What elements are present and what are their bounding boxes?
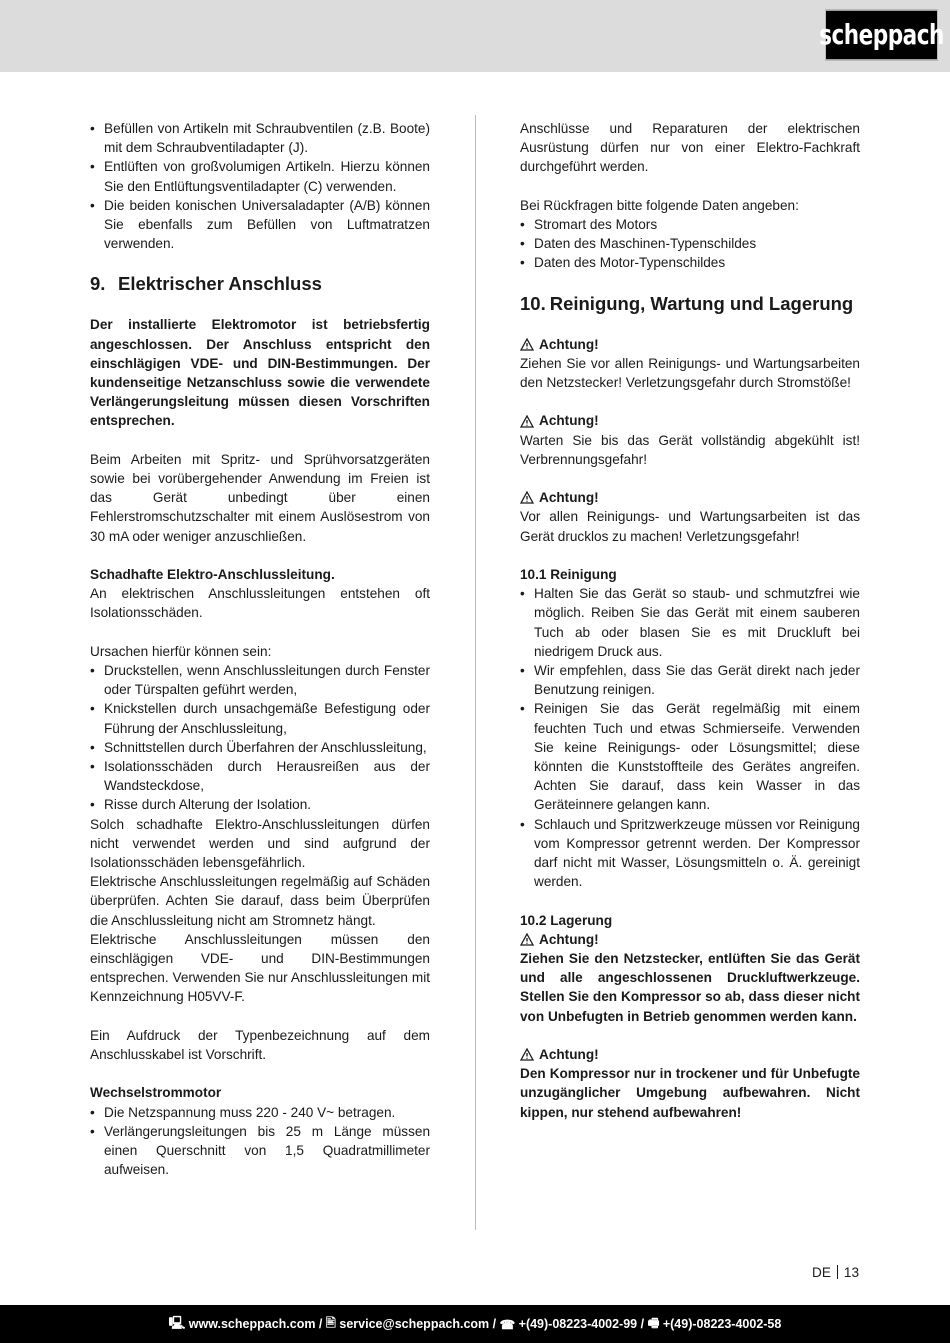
list-item: • Schnittstellen durch Überfahren der Anschlussleitung, — [90, 738, 430, 757]
mail-icon: 🖹 — [325, 1315, 340, 1330]
list-item: • Isolationsschäden durch Herausreißen aus der Wandsteckdose, — [90, 757, 430, 795]
scheppach-logo: scheppach — [825, 10, 938, 61]
warning-triangle-icon — [520, 1048, 534, 1061]
page-number-value: 13 — [843, 1265, 860, 1280]
warning-triangle-icon — [520, 415, 534, 428]
footer-bar — [0, 1305, 950, 1343]
section-number: 9. — [90, 273, 106, 295]
language-code: DE — [812, 1265, 831, 1280]
list-item: • Reinigen Sie das Gerät regelmäßig mit einem feuchten Tuch und etwas Schmierseife. Verwenden Sie keine Reinigungs- oder Lösungsmittel; diese könnten die Kunststoffteile des Gerätes angreifen. Achten Sie darauf, dass kein Wasser in das Geräteinnere gelangen kann. — [520, 699, 860, 814]
fax-number: +(49)-08223-4002-58 — [662, 1317, 782, 1331]
section-title: Elektrischer Anschluss — [118, 273, 322, 295]
list-item: • Daten des Motor-Typenschildes — [520, 253, 860, 272]
section-number: 10. — [520, 292, 546, 314]
warning-text: Ziehen Sie vor allen Reinigungs- und Wartungsarbeiten den Netzstecker! Verletzungsgefahr durch Stromstöße! — [520, 355, 860, 391]
warning-label: Achtung! — [520, 1045, 860, 1064]
paragraph: Anschlüsse und Reparaturen der elektrischen Ausrüstung dürfen nur von einer Elektro-Fachkraft durchgeführt werden. — [520, 121, 860, 175]
section-10-heading — [520, 292, 860, 316]
intro-bullet-list — [90, 119, 430, 253]
list-item: • Daten des Maschinen-Typenschildes — [520, 234, 860, 253]
warning-label: Achtung! — [520, 335, 860, 354]
warning-text: Vor allen Reinigungs- und Wartungsarbeiten ist das Gerät drucklos zu machen! Verletzungsgefahr! — [520, 509, 860, 544]
list-item: • Entlüften von großvolumigen Artikeln. Hierzu können Sie den Entlüftungsventiladapter (C) verwenden. — [90, 157, 430, 195]
website-link[interactable]: www.scheppach.com — [188, 1317, 316, 1331]
warning-text: Ziehen Sie den Netzstecker, entlüften Sie das Gerät und alle angeschlossenen Druckluftwerkzeuge. Stellen Sie den Kompressor so ab, dass dieser nicht von Unbefugten in Betrieb genommen werden kann. — [520, 951, 860, 1024]
list-item: • Befüllen von Artikeln mit Schraubventilen (z.B. Boote) mit dem Schraubventiladapter (J). — [90, 119, 430, 157]
page-number — [812, 1265, 859, 1280]
phone-icon: ☎ — [499, 1317, 519, 1332]
subheading: Schadhafte Elektro-Anschlussleitung. — [90, 567, 335, 583]
list-item: • Schlauch und Spritzwerkzeuge müssen vor Reinigung vom Kompressor getrennt werden. Der Kompressor darf nicht mit Wasser, Lösungsmitteln o. Ä. gereinigt werden. — [520, 815, 860, 892]
bold-paragraph: Der installierte Elektromotor ist betriebsfertig angeschlossen. Der Anschluss entspricht den einschlägigen VDE- und DIN-Bestimmungen. Der kundenseitige Netzanschluss sowie die verwendete Verlängerungsleitung müssen diesen Vorschriften entsprechen. — [90, 317, 430, 429]
warning-label: Achtung! — [520, 411, 860, 430]
fax-icon: 🖷 — [647, 1315, 663, 1330]
section-title: Reinigung, Wartung und Lagerung — [549, 292, 854, 314]
right-column — [520, 119, 860, 1122]
warning-triangle-icon — [520, 933, 534, 946]
paragraph: Beim Arbeiten mit Spritz- und Sprühvorsatzgeräten sowie bei vorübergehender Anwendung im Freien ist das Gerät unbedingt über einen Fehlerstromschutzschalter mit einem Auslösestrom von 30 mA oder weniger anzuschließen. — [90, 451, 430, 544]
subheading-cleaning: 10.1 Reinigung — [520, 567, 617, 582]
separator: / — [489, 1317, 500, 1331]
warning-triangle-icon — [520, 338, 534, 351]
left-column — [90, 119, 430, 1179]
separator: / — [637, 1317, 648, 1331]
paragraph: Ursachen hierfür können sein: — [90, 643, 272, 659]
list-item: • Wir empfehlen, dass Sie das Gerät direkt nach jeder Benutzung reinigen. — [520, 661, 860, 699]
causes-list — [90, 661, 430, 815]
list-item: • Die Netzspannung muss 220 - 240 V~ betragen. — [90, 1103, 430, 1122]
list-item: • Die beiden konischen Universaladapter (A/B) können Sie ebenfalls zum Befüllen von Luftmatratzen verwenden. — [90, 196, 430, 254]
list-item: • Druckstellen, wenn Anschlussleitungen durch Fenster oder Türspalten geführt werden, — [90, 661, 430, 699]
cleaning-list — [520, 584, 860, 891]
paragraph: Solch schadhafte Elektro-Anschlussleitungen dürfen nicht verwendet werden und sind aufgrund der Isolationsschäden lebensgefährlich. — [90, 816, 430, 871]
list-item: • Knickstellen durch unsachgemäße Befestigung oder Führung der Anschlussleitung, — [90, 699, 430, 737]
paragraph: Elektrische Anschlussleitungen müssen den einschlägigen VDE- und DIN-Bestimmungen entsprechen. Verwenden Sie nur Anschlussleitungen mit Kennzeichnung H05VV-F. — [90, 931, 430, 1005]
list-item: • Risse durch Alterung der Isolation. — [90, 795, 430, 814]
warning-label: Achtung! — [520, 488, 860, 507]
separator: / — [315, 1317, 326, 1331]
paragraph: Elektrische Anschlussleitungen regelmäßig auf Schäden überprüfen. Achten Sie darauf, dass beim Überprüfen die Anschlussleitung nicht am Stromnetz hängt. — [90, 874, 430, 928]
inquiry-list — [520, 215, 860, 273]
paragraph: An elektrischen Anschlussleitungen entstehen oft Isolationsschäden. — [90, 586, 430, 621]
warning-triangle-icon — [520, 491, 534, 504]
list-item: • Halten Sie das Gerät so staub- und schmutzfrei wie möglich. Reiben Sie das Gerät mit einem sauberen Tuch ab oder blasen Sie es mit Druckluft bei niedrigem Druck aus. — [520, 584, 860, 661]
warning-text: Warten Sie bis das Gerät vollständig abgekühlt ist! Verbrennungsgefahr! — [520, 432, 860, 467]
paragraph: Bei Rückfragen bitte folgende Daten angeben: — [520, 197, 799, 213]
column-divider — [475, 115, 476, 1230]
email-link[interactable]: service@scheppach.com — [339, 1317, 490, 1331]
subheading-storage: 10.2 Lagerung — [520, 912, 613, 928]
warning-text: Den Kompressor nur in trockener und für Unbefugte unzugänglicher Umgebung aufbewahren. Nicht kippen, nur stehend aufbewahren! — [520, 1066, 860, 1120]
computer-icon: 🖳 — [168, 1315, 189, 1330]
ac-motor-list — [90, 1103, 430, 1180]
list-item: • Stromart des Motors — [520, 215, 860, 234]
header-bar — [0, 0, 950, 72]
phone-number: +(49)-08223-4002-99 — [518, 1317, 638, 1331]
list-item: • Verlängerungsleitungen bis 25 m Länge müssen einen Querschnitt von 1,5 Quadratmillimeter aufweisen. — [90, 1122, 430, 1180]
subheading: Wechselstrommotor — [90, 1085, 222, 1101]
section-9-heading — [90, 272, 430, 296]
warning-label: Achtung! — [520, 930, 860, 949]
paragraph: Ein Aufdruck der Typenbezeichnung auf dem Anschlusskabel ist Vorschrift. — [90, 1027, 430, 1063]
